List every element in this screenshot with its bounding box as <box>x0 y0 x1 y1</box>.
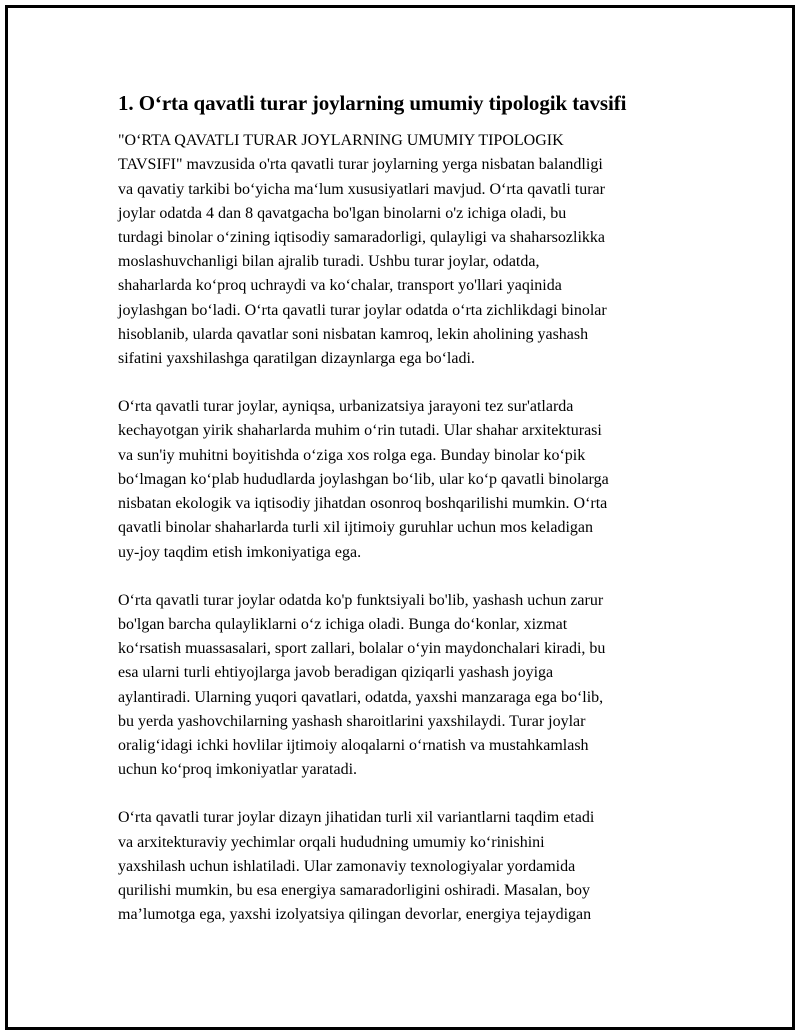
section-heading: 1. O‘rta qavatli turar joylarning umumiy tipologik tavsifi <box>118 91 627 115</box>
document-body <box>118 90 688 951</box>
paragraph-3: O‘rta qavatli turar joylar odatda ko'p funktsiyali bo'lib, yashash uchun zarur bo'lgan barcha qulayliklarni o‘z ichiga oladi. Bunga do‘konlar, xizmat ko‘rsatish muassasalari, sport zallari, bolalar o‘yin maydonchalari kiradi, bu esa ularni turli ehtiyojlarga javob beradigan qiziqarli yashash joyiga aylantiradi. Ularning yuqori qavatlari, odatda, yaxshi manzaraga ega bo‘lib, bu yerda yashovchilarning yashash sharoitlarini yaxshilaydi. Turar joylar oralig‘idagi ichki hovlilar ijtimoiy aloqalarni o‘rnatish va mustahkamlash uchun ko‘proq imkoniyatlar yaratadi. <box>118 591 606 779</box>
paragraph-4: O‘rta qavatli turar joylar dizayn jihatidan turli xil variantlarni taqdim etadi va arxitekturaviy yechimlar orqali hududning umumiy ko‘rinishini yaxshilash uchun ishlatiladi. Ular zamonaviy texnologiyalar yordamida qurilishi mumkin, bu esa energiya samaradorligini oshiradi. Masalan, boy ma’lumotga ega, yaxshi izolyatsiya qilingan devorlar, energiya tejaydigan <box>118 809 595 924</box>
paragraph-1: "O‘RTA QAVATLI TURAR JOYLARNING UMUMIY TIPOLOGIK TAVSIFI" mavzusida o'rta qavatli turar joylarning yerga nisbatan balandligi va qavatiy tarkibi bo‘yicha ma‘lum xususiyatlari mavjud. O‘rta qavatli turar joylar odatda 4 dan 8 qavatgacha bo'lgan binolarni o'z ichiga oladi, bu turdagi binolar o‘zining iqtisodiy samaradorligi, qulayligi va shaharsozlikka moslashuvchanligi bilan ajralib turadi. Ushbu turar joylar, odatda, shaharlarda ko‘proq uchraydi va ko‘chalar, transport yo'llari yaqinida joylashgan bo‘ladi. O‘rta qavatli turar joylar odatda o‘rta zichlikdagi binolar hisoblanib, ularda qavatlar soni nisbatan kamroq, lekin aholining yashash sifatini yaxshilashga qaratilgan dizaynlarga ega bo‘ladi. <box>118 132 607 368</box>
paragraph-2: O‘rta qavatli turar joylar, ayniqsa, urbanizatsiya jarayoni tez sur'atlarda kechayotgan yirik shaharlarda muhim o‘rin tutadi. Ular shahar arxitekturasi va sun'iy muhitni boyitishda o‘ziga xos rolga ega. Bunday binolar ko‘pik bo‘lmagan ko‘plab hududlarda joylashgan bo‘lib, ular ko‘p qavatli binolarga nisbatan ekologik va iqtisodiy jihatdan osonroq boshqarilishi mumkin. O‘rta qavatli binolar shaharlarda turli xil ijtimoiy guruhlar uchun mos keladigan uy-joy taqdim etish imkoniyatiga ega. <box>118 398 609 561</box>
